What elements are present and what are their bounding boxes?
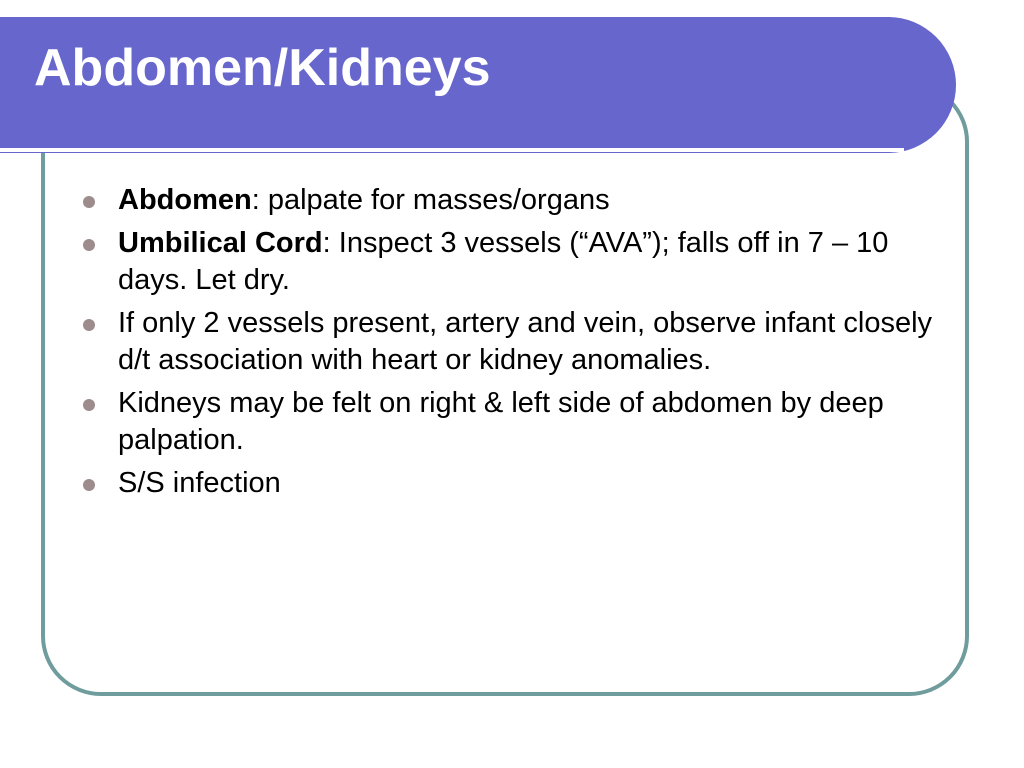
- bullet-item: [80, 182, 940, 219]
- bullet-item: [80, 225, 940, 299]
- bullet-text: : Inspect 3 vessels (“AVA”); falls off in 7 – 10 days. Let dry.: [118, 227, 889, 296]
- bullet-term: Abdomen: [118, 184, 252, 216]
- bullet-dot-icon: [83, 239, 95, 251]
- bullet-term: Umbilical Cord: [118, 227, 323, 259]
- bullet-text: Kidneys may be felt on right & left side of abdomen by deep palpation.: [118, 387, 884, 456]
- bullet-item: [80, 465, 940, 502]
- bullet-text: : palpate for masses/organs: [251, 184, 610, 216]
- bullet-dot-icon: [83, 196, 95, 208]
- bullet-dot-icon: [83, 319, 95, 331]
- bullet-item: [80, 385, 940, 459]
- slide-title: Abdomen/Kidneys: [34, 39, 491, 97]
- bullet-text: S/S infection: [118, 467, 281, 499]
- title-underline: [0, 148, 904, 152]
- bullet-dot-icon: [83, 479, 95, 491]
- bullet-item: [80, 305, 940, 379]
- bullet-text: If only 2 vessels present, artery and vein, observe infant closely d/t association with heart or kidney anomalies.: [118, 307, 933, 376]
- bullet-dot-icon: [83, 399, 95, 411]
- bullet-list: [80, 182, 940, 508]
